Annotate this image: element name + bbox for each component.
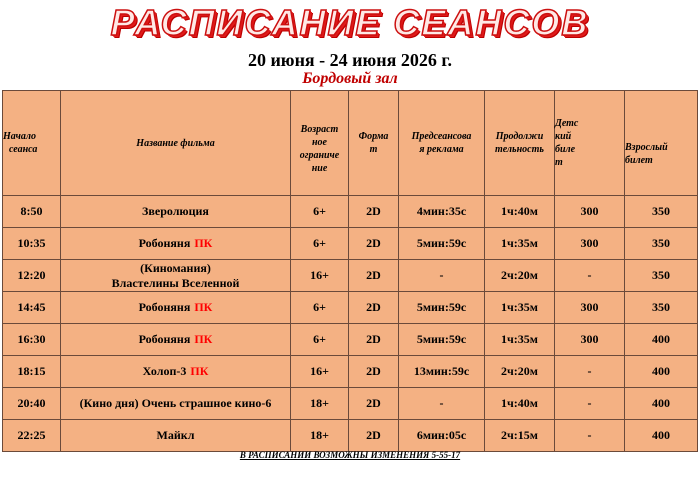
cell-child-price: 300: [555, 228, 625, 260]
header-child-ticket: Детс кий биле т: [555, 91, 625, 196]
cell-time: 10:35: [3, 228, 61, 260]
header-ads: Предсеансова я реклама: [399, 91, 485, 196]
cell-film: Робоняня ПК: [61, 228, 291, 260]
cell-duration: 1ч:40м: [485, 196, 555, 228]
cell-time: 18:15: [3, 356, 61, 388]
cell-format: 2D: [349, 228, 399, 260]
cell-ads: 5мин:59с: [399, 228, 485, 260]
table-row: [3, 420, 698, 452]
cell-ads: -: [399, 388, 485, 420]
cell-child-price: -: [555, 260, 625, 292]
cell-format: 2D: [349, 420, 399, 452]
header-age: Возраст ное ограниче ние: [291, 91, 349, 196]
cell-adult-price: 350: [625, 292, 698, 324]
cell-duration: 1ч:35м: [485, 228, 555, 260]
cell-ads: -: [399, 260, 485, 292]
cell-adult-price: 400: [625, 356, 698, 388]
cell-time: 22:25: [3, 420, 61, 452]
cell-adult-price: 350: [625, 260, 698, 292]
cell-adult-price: 400: [625, 324, 698, 356]
cell-age: 6+: [291, 292, 349, 324]
table-row: [3, 228, 698, 260]
date-range: 20 июня - 24 июня 2026 г.: [247, 50, 453, 70]
header-adult-ticket: Взрослый билет: [625, 91, 698, 196]
cell-age: 6+: [291, 196, 349, 228]
table-row: [3, 260, 698, 292]
cell-film: (Кино дня) Очень страшное кино-6: [61, 388, 291, 420]
cell-film: Зверолюция: [61, 196, 291, 228]
cell-child-price: 300: [555, 196, 625, 228]
cell-ads: 13мин:59с: [399, 356, 485, 388]
cell-age: 18+: [291, 420, 349, 452]
header-format: Форма т: [349, 91, 399, 196]
cell-film: Майкл: [61, 420, 291, 452]
cell-duration: 1ч:35м: [485, 292, 555, 324]
cell-duration: 2ч:20м: [485, 260, 555, 292]
cell-film: Робоняня ПК: [61, 324, 291, 356]
cell-time: 8:50: [3, 196, 61, 228]
cell-age: 16+: [291, 356, 349, 388]
table-row: [3, 324, 698, 356]
cell-age: 6+: [291, 228, 349, 260]
cell-duration: 1ч:40м: [485, 388, 555, 420]
pk-badge: ПК: [194, 300, 213, 314]
cell-format: 2D: [349, 324, 399, 356]
cell-child-price: -: [555, 388, 625, 420]
header-duration: Продолжи тельность: [485, 91, 555, 196]
cell-time: 16:30: [3, 324, 61, 356]
table-row: [3, 388, 698, 420]
table-row: [3, 196, 698, 228]
cell-time: 20:40: [3, 388, 61, 420]
cell-age: 6+: [291, 324, 349, 356]
page-title: РАСПИСАНИЕ СЕАНСОВ: [110, 2, 590, 43]
cell-ads: 4мин:35с: [399, 196, 485, 228]
cell-duration: 2ч:15м: [485, 420, 555, 452]
cell-child-price: -: [555, 420, 625, 452]
cell-time: 14:45: [3, 292, 61, 324]
table-row: [3, 356, 698, 388]
cell-age: 16+: [291, 260, 349, 292]
cell-film: Робоняня ПК: [61, 292, 291, 324]
schedule-change-note: В РАСПИСАНИИ ВОЗМОЖНЫ ИЗМЕНЕНИЯ 5-55-17: [239, 450, 461, 460]
cell-format: 2D: [349, 196, 399, 228]
cell-format: 2D: [349, 388, 399, 420]
header-row: [3, 91, 698, 196]
cell-ads: 5мин:59с: [399, 324, 485, 356]
cell-format: 2D: [349, 260, 399, 292]
cell-ads: 5мин:59с: [399, 292, 485, 324]
cell-adult-price: 350: [625, 228, 698, 260]
cell-adult-price: 400: [625, 420, 698, 452]
schedule-table: [2, 90, 698, 452]
cell-ads: 6мин:05с: [399, 420, 485, 452]
cell-time: 12:20: [3, 260, 61, 292]
cell-format: 2D: [349, 356, 399, 388]
cell-film: Холоп-3 ПК: [61, 356, 291, 388]
table-row: [3, 292, 698, 324]
header-film: Название фильма: [61, 91, 291, 196]
cell-child-price: -: [555, 356, 625, 388]
cell-child-price: 300: [555, 292, 625, 324]
cell-duration: 2ч:20м: [485, 356, 555, 388]
cell-child-price: 300: [555, 324, 625, 356]
hall-name: Бордовый зал: [302, 70, 398, 87]
cell-age: 18+: [291, 388, 349, 420]
cell-adult-price: 350: [625, 196, 698, 228]
pk-badge: ПК: [190, 364, 209, 378]
cell-duration: 1ч:35м: [485, 324, 555, 356]
pk-badge: ПК: [194, 332, 213, 346]
pk-badge: ПК: [194, 236, 213, 250]
cell-film: (Киномания) Властелины Вселенной: [61, 260, 291, 292]
cell-adult-price: 400: [625, 388, 698, 420]
header-start: Начало сеанса: [3, 91, 61, 196]
cell-format: 2D: [349, 292, 399, 324]
